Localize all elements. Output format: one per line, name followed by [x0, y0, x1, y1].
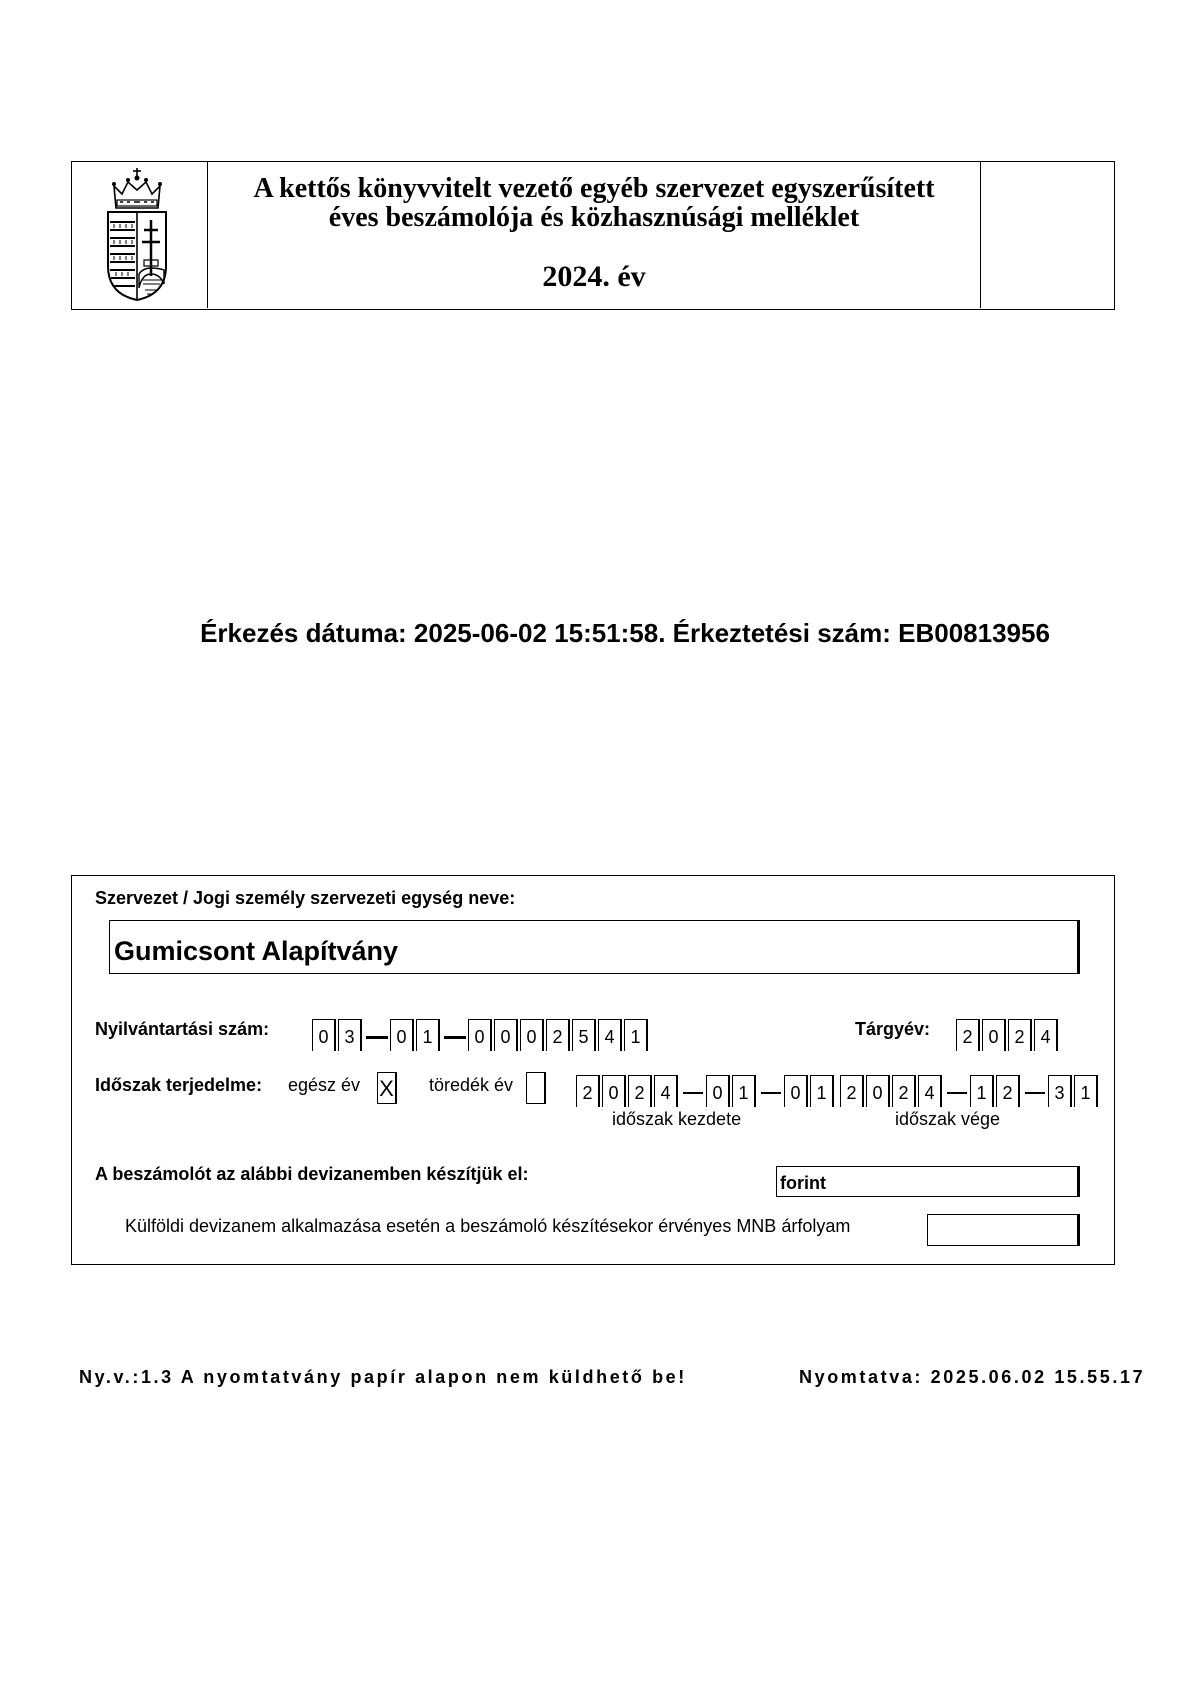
digit-box[interactable]: 0	[602, 1075, 626, 1107]
whole-year-label: egész év	[288, 1075, 361, 1095]
digit-box[interactable]: 0	[866, 1075, 890, 1107]
currency-label: A beszámolót az alábbi devizanemben készítjük el:	[95, 1164, 529, 1184]
logo-cell	[72, 162, 208, 308]
fx-rate-field[interactable]	[927, 1214, 1080, 1246]
digit-box[interactable]: 2	[996, 1075, 1020, 1107]
digit-box[interactable]: 1	[1074, 1075, 1098, 1107]
digit-box[interactable]: 0	[312, 1019, 336, 1051]
currency-field[interactable]: forint	[776, 1166, 1080, 1197]
hungarian-coat-of-arms-icon	[102, 166, 172, 304]
digit-box[interactable]: 5	[572, 1019, 596, 1051]
digit-box[interactable]: 2	[840, 1075, 864, 1107]
digit-box[interactable]: 3	[338, 1019, 362, 1051]
period-start-label: időszak kezdete	[612, 1109, 742, 1129]
separator-dash	[944, 1075, 970, 1107]
arrival-info: Érkezés dátuma: 2025-06-02 15:51:58. Érkeztetési szám: EB00813956	[200, 618, 1050, 648]
subject-year-label: Tárgyév:	[855, 1019, 931, 1039]
digit-box[interactable]: 4	[598, 1019, 622, 1051]
reg-number-label: Nyilvántartási szám:	[95, 1019, 270, 1039]
separator-dash	[1022, 1075, 1048, 1107]
separator-dash	[442, 1019, 468, 1051]
fx-rate-label: Külföldi devizanem alkalmazása esetén a beszámoló készítésekor érvényes MNB árfolyam	[125, 1216, 851, 1236]
digit-box[interactable]: 2	[546, 1019, 570, 1051]
form-header	[71, 161, 1115, 310]
digit-box[interactable]: 4	[654, 1075, 678, 1107]
digit-box[interactable]: 2	[1008, 1019, 1032, 1051]
whole-year-checkbox[interactable]: X	[377, 1072, 397, 1104]
period-start-field[interactable]	[576, 1073, 836, 1107]
digit-box[interactable]: 0	[390, 1019, 414, 1051]
period-end-label: időszak vége	[895, 1109, 1001, 1129]
footer-print-date: Nyomtatva: 2025.06.02 15.55.17	[799, 1367, 1146, 1387]
digit-box[interactable]: 1	[416, 1019, 440, 1051]
digit-box[interactable]: 0	[520, 1019, 544, 1051]
reg-number-field[interactable]	[312, 1017, 650, 1051]
digit-box[interactable]: 2	[956, 1019, 980, 1051]
digit-box[interactable]: 4	[918, 1075, 942, 1107]
digit-box[interactable]: 0	[706, 1075, 730, 1107]
org-name-field[interactable]: Gumicsont Alapítvány	[109, 920, 1080, 974]
digit-box[interactable]: 2	[892, 1075, 916, 1107]
digit-box[interactable]: 1	[624, 1019, 648, 1051]
digit-box[interactable]: 0	[784, 1075, 808, 1107]
separator-dash	[758, 1075, 784, 1107]
separator-dash	[364, 1019, 390, 1051]
digit-box[interactable]: 0	[468, 1019, 492, 1051]
organization-form	[71, 875, 1115, 1265]
form-title-line1: A kettős könyvvitelt vezető egyéb szervezet egyszerűsített	[253, 173, 935, 204]
partial-year-label: töredék év	[429, 1075, 514, 1095]
partial-year-checkbox[interactable]	[526, 1072, 546, 1104]
digit-box[interactable]: 1	[970, 1075, 994, 1107]
form-year: 2024. év	[542, 260, 646, 293]
subject-year-field[interactable]	[956, 1017, 1060, 1051]
digit-box[interactable]: 1	[732, 1075, 756, 1107]
digit-box[interactable]: 0	[494, 1019, 518, 1051]
digit-box[interactable]: 2	[628, 1075, 652, 1107]
separator-dash	[680, 1075, 706, 1107]
digit-box[interactable]: 1	[810, 1075, 834, 1107]
form-title-line2: éves beszámolója és közhasznúsági melléklet	[328, 202, 860, 233]
org-name-label: Szervezet / Jogi személy szervezeti egység neve:	[95, 888, 516, 908]
title-cell	[208, 162, 981, 308]
footer-version-note: Ny.v.:1.3 A nyomtatvány papír alapon nem küldhető be!	[79, 1367, 687, 1387]
period-label: Időszak terjedelme:	[95, 1075, 263, 1095]
digit-box[interactable]: 2	[576, 1075, 600, 1107]
digit-box[interactable]: 0	[982, 1019, 1006, 1051]
digit-box[interactable]: 4	[1034, 1019, 1058, 1051]
period-end-field[interactable]	[840, 1073, 1100, 1107]
digit-box[interactable]: 3	[1048, 1075, 1072, 1107]
